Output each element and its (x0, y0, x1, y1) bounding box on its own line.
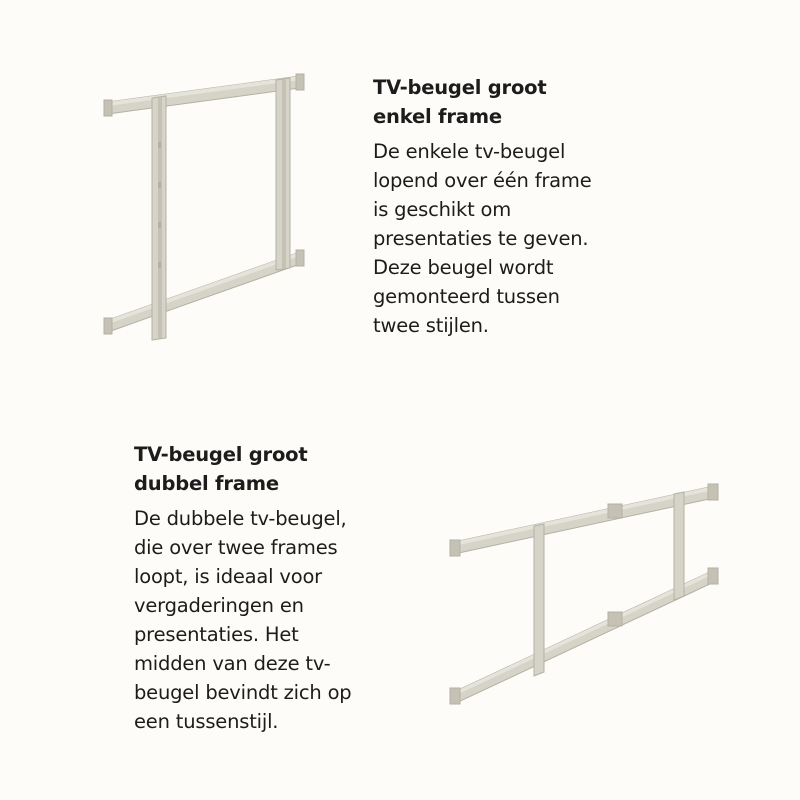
body-line: lopend over één frame (373, 169, 592, 192)
single-frame-body (373, 137, 673, 340)
double-frame-description (134, 440, 424, 736)
body-line: loopt, is ideaal voor (134, 565, 323, 588)
body-line: een tussenstijl. (134, 710, 279, 733)
double-frame-title (134, 440, 424, 498)
single-frame-title (373, 73, 673, 131)
body-line: presentaties. Het (134, 623, 299, 646)
double-frame-body (134, 504, 424, 736)
body-line: gemonteerd tussen (373, 285, 560, 308)
body-line: die over twee frames (134, 536, 338, 559)
body-line: De enkele tv-beugel (373, 140, 566, 163)
body-line: midden van deze tv- (134, 652, 331, 675)
body-line: presentaties te geven. (373, 227, 589, 250)
title-line: enkel frame (373, 105, 502, 128)
title-line: TV-beugel groot (134, 443, 308, 466)
double-frame-tv-bracket-icon (448, 480, 720, 710)
single-frame-description (373, 73, 673, 340)
body-line: beugel bevindt zich op (134, 681, 352, 704)
title-line: TV-beugel groot (373, 76, 547, 99)
body-line: De dubbele tv-beugel, (134, 507, 347, 530)
body-line: twee stijlen. (373, 314, 489, 337)
body-line: is geschikt om (373, 198, 512, 221)
body-line: Deze beugel wordt (373, 256, 554, 279)
title-line: dubbel frame (134, 472, 279, 495)
single-frame-tv-bracket-icon (100, 72, 310, 352)
body-line: vergaderingen en (134, 594, 304, 617)
